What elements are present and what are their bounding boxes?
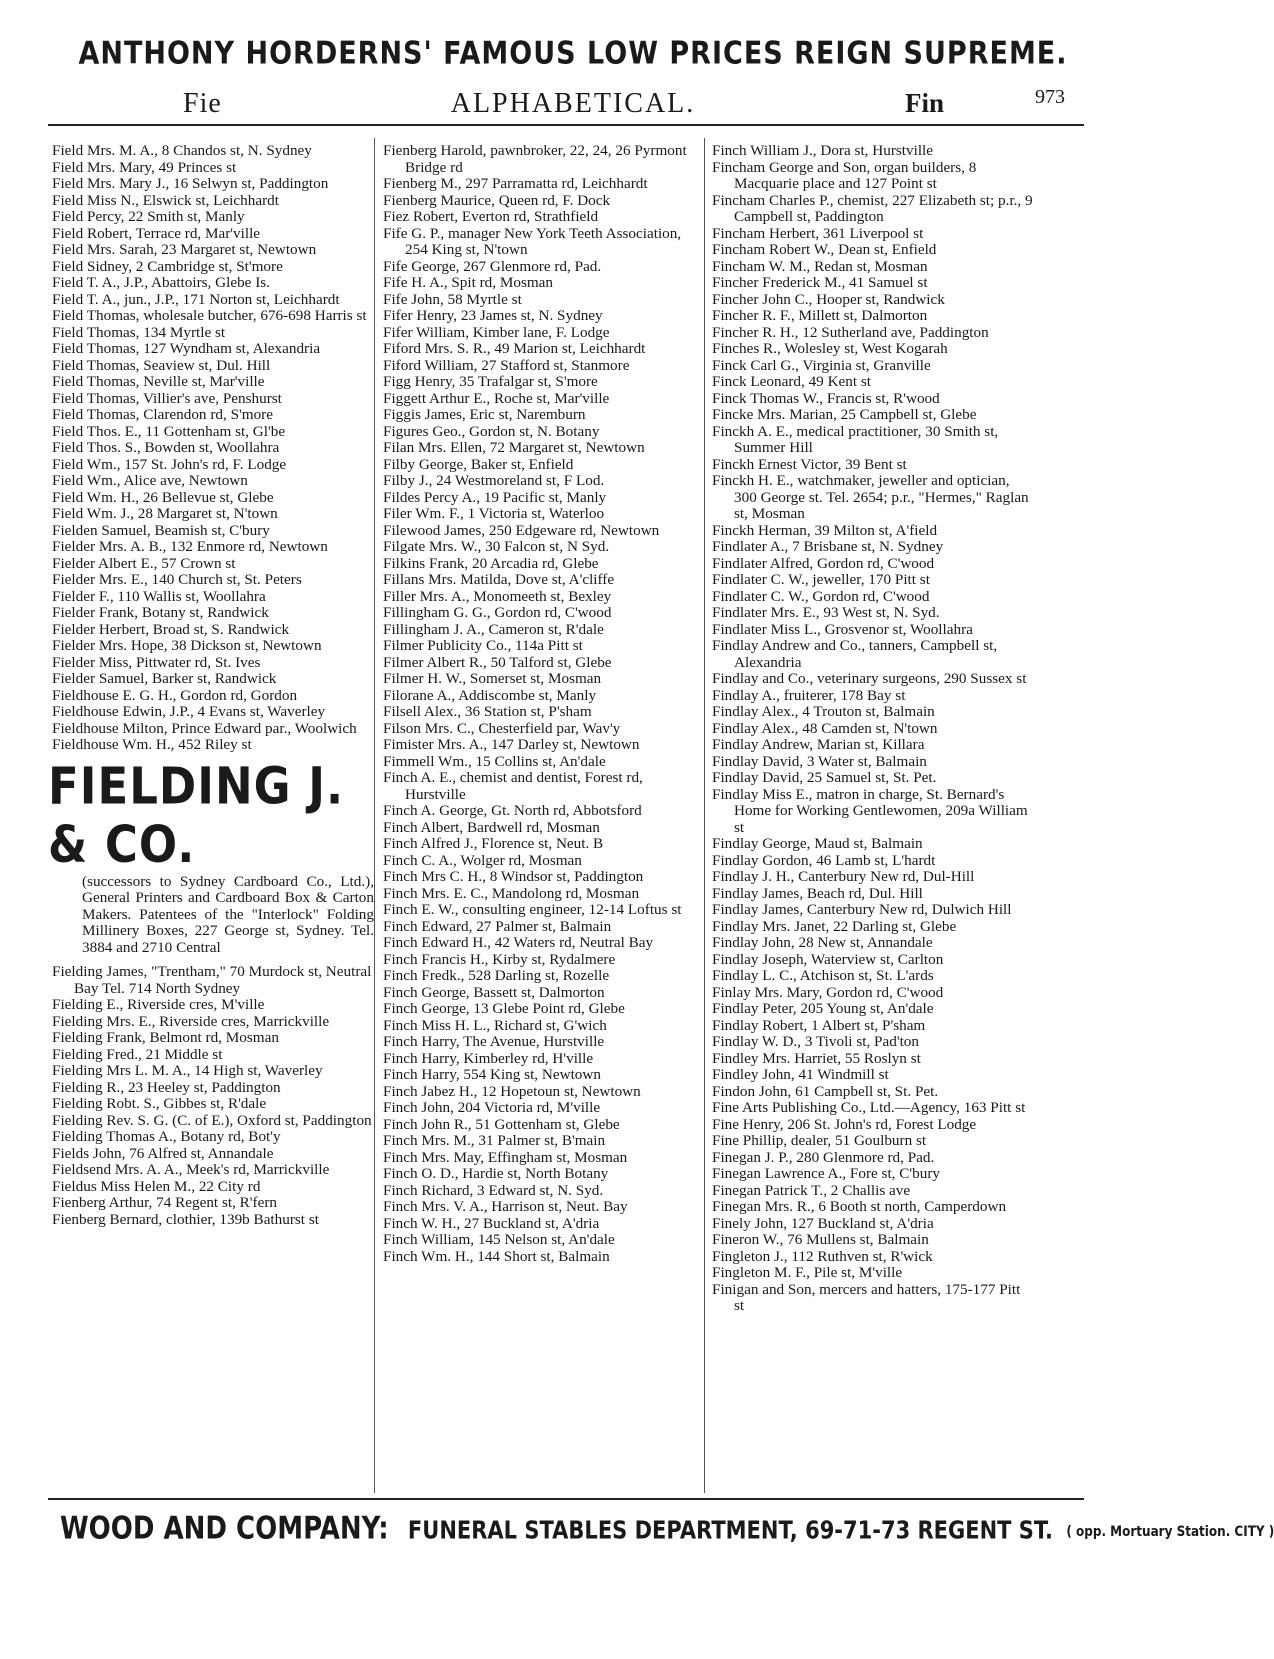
header-title: ALPHABETICAL.: [450, 88, 696, 119]
directory-entry: Finch Mrs. V. A., Harrison st, Neut. Bay: [383, 1198, 628, 1215]
page-banner: ANTHONY HORDERNS' FAMOUS LOW PRICES REIGN SUPREME.: [78, 35, 1068, 72]
directory-entry: Fienberg Maurice, Queen rd, F. Dock: [383, 191, 611, 209]
directory-entry: Findon John, 61 Campbell st, St. Pet.: [712, 1082, 939, 1100]
directory-entry: Finch E. W., consulting engineer, 12-14 Loftus st: [383, 901, 682, 918]
directory-entry: Fincham Herbert, 361 Liverpool st: [712, 224, 924, 242]
directory-entry: Finch A. E., chemist and dentist, Forest rd, Hurstville: [383, 769, 643, 803]
directory-entry: Fimmell Wm., 15 Collins st, An'dale: [383, 752, 606, 770]
directory-entry: Finch Harry, Kimberley rd, H'ville: [383, 1049, 594, 1067]
directory-entry: Finch W. H., 27 Buckland st, A'dria: [383, 1214, 600, 1232]
directory-entry: Finck Leonard, 49 Kent st: [712, 373, 872, 390]
directory-entry: Finch Mrs. M., 31 Palmer st, B'main: [383, 1132, 606, 1149]
directory-entry: Fielder Albert E., 57 Crown st: [52, 554, 236, 572]
directory-entry: Finigan and Son, mercers and hatters, 175-177 Pitt st: [712, 1280, 1021, 1314]
directory-entry: Figgis James, Eric st, Naremburn: [383, 406, 586, 423]
directory-entry: Filson Mrs. C., Chesterfield par, Wav'y: [383, 719, 621, 737]
directory-entry: Finch George, 13 Glebe Point rd, Glebe: [383, 1000, 625, 1017]
directory-entry: Figg Henry, 35 Trafalgar st, S'more: [383, 373, 598, 390]
directory-entry: Finckh H. E., watchmaker, jeweller and optician, 300 George st. Tel. 2654; p.r., "Hermes," Raglan st, Mosman: [712, 472, 1029, 522]
directory-entry: Fiez Robert, Everton rd, Strathfield: [383, 208, 599, 225]
directory-entry: Filmer H. W., Somerset st, Mosman: [383, 670, 602, 687]
directory-entry: Finch Mrs. E. C., Mandolong rd, Mosman: [383, 884, 640, 902]
directory-entry: Finch Edward H., 42 Waters rd, Neutral Bay: [383, 934, 654, 951]
header-rule: [48, 124, 1084, 126]
directory-entry: Finch Harry, 554 King st, Newtown: [383, 1066, 601, 1083]
directory-entry: Fine Phillip, dealer, 51 Goulburn st: [712, 1132, 927, 1149]
directory-entry: Fielder Mrs. E., 140 Church st, St. Peters: [52, 571, 302, 588]
directory-entry: Finch C. A., Wolger rd, Mosman: [383, 851, 582, 869]
directory-entry: Field Miss N., Elswick st, Leichhardt: [52, 191, 279, 209]
column-1: [48, 142, 374, 1228]
directory-entry: Fifer William, Kimber lane, F. Lodge: [383, 323, 610, 341]
directory-entry: Fiford Mrs. S. R., 49 Marion st, Leichhardt: [383, 340, 646, 357]
directory-entry: Fife George, 267 Glenmore rd, Pad.: [383, 257, 602, 275]
ad-title: FIELDING J. & CO.: [48, 756, 345, 874]
directory-entry: Findlay Andrew, Marian st, Killara: [712, 736, 925, 753]
directory-entry: Fildes Percy A., 19 Pacific st, Manly: [383, 488, 607, 506]
directory-entry: Findlay W. D., 3 Tivoli st, Pad'ton: [712, 1033, 919, 1050]
directory-entry: Field Robert, Terrace rd, Mar'ville: [52, 224, 261, 242]
directory-entry: Findley John, 41 Windmill st: [712, 1066, 889, 1083]
directory-entry: Fincher R. F., Millett st, Dalmorton: [712, 307, 928, 324]
footer-rule: [48, 1498, 1084, 1500]
directory-entry: Fincham George and Son, organ builders, 8 Macquarie place and 127 Point st: [712, 158, 977, 192]
directory-entry: Finch George, Bassett st, Dalmorton: [383, 983, 605, 1001]
directory-entry: Fielder F., 110 Wallis st, Woollahra: [52, 587, 266, 605]
directory-entry: Fielding Rev. S. G. (C. of E.), Oxford st, Paddington: [52, 1111, 372, 1129]
directory-entry: Finch Mrs C. H., 8 Windsor st, Paddington: [383, 868, 644, 885]
header-left-word: Fie: [183, 88, 222, 119]
directory-entry: Field Mrs. M. A., 8 Chandos st, N. Sydney: [52, 142, 312, 159]
directory-entry: Findlater Alfred, Gordon rd, C'wood: [712, 554, 935, 572]
directory-entry: Fife John, 58 Myrtle st: [383, 290, 522, 308]
directory-entry: Finch Francis H., Kirby st, Rydalmere: [383, 950, 616, 968]
directory-entry: Fingleton J., 112 Ruthven st, R'wick: [712, 1247, 933, 1265]
directory-entry: Fincher Frederick M., 41 Samuel st: [712, 274, 928, 291]
footer-department: FUNERAL STABLES DEPARTMENT, 69-71-73 REGENT ST.: [407, 1515, 1054, 1545]
directory-entry: Filby George, Baker st, Enfield: [383, 455, 574, 473]
directory-entry: Filewood James, 250 Edgeware rd, Newtown: [383, 521, 660, 539]
directory-entry: Fielding Frank, Belmont rd, Mosman: [52, 1029, 279, 1046]
directory-entry: Fielder Mrs. Hope, 38 Dickson st, Newtown: [52, 637, 322, 654]
directory-entry: Findlater C. W., Gordon rd, C'wood: [712, 587, 930, 605]
directory-entry: Fincke Mrs. Marian, 25 Campbell st, Glebe: [712, 406, 977, 423]
directory-entry: Finck Thomas W., Francis st, R'wood: [712, 389, 940, 407]
directory-entry: Findlay Joseph, Waterview st, Carlton: [712, 950, 944, 968]
directory-entry: Field T. A., jun., J.P., 171 Norton st, Leichhardt: [52, 290, 340, 308]
directory-entry: Filby J., 24 Westmoreland st, F Lod.: [383, 472, 605, 489]
directory-entry: Findlay David, 3 Water st, Balmain: [712, 752, 927, 770]
directory-entry: Fielding E., Riverside cres, M'ville: [52, 996, 265, 1013]
directory-entry: Fields John, 76 Alfred st, Annandale: [52, 1144, 274, 1162]
directory-entry: Findlay George, Maud st, Balmain: [712, 835, 923, 852]
directory-entry: Fineron W., 76 Mullens st, Balmain: [712, 1231, 929, 1248]
directory-entry: Finch Albert, Bardwell rd, Mosman: [383, 818, 600, 836]
directory-entry: Fine Henry, 206 St. John's rd, Forest Lodge: [712, 1115, 977, 1133]
directory-entry: Field Sidney, 2 Cambridge st, St'more: [52, 257, 283, 275]
directory-entry: Filorane A., Addiscombe st, Manly: [383, 686, 597, 704]
directory-entry: Filsell Alex., 36 Station st, P'sham: [383, 703, 592, 720]
directory-entry: Filgate Mrs. W., 30 Falcon st, N Syd.: [383, 538, 610, 555]
directory-entry: Findlay Alex., 4 Trouton st, Balmain: [712, 703, 935, 720]
directory-entry: Field Wm., 157 St. John's rd, F. Lodge: [52, 455, 287, 473]
directory-entry: Fillingham G. G., Gordon rd, C'wood: [383, 604, 612, 621]
directory-entry: Findlater Miss L., Grosvenor st, Woollahra: [712, 620, 973, 638]
directory-entry: Findlay Miss E., matron in charge, St. Bernard's Home for Working Gentlewomen, 209a William st: [712, 785, 1028, 836]
directory-entry: Fillans Mrs. Matilda, Dove st, A'cliffe: [383, 571, 615, 588]
directory-entry: Finch Edward, 27 Palmer st, Balmain: [383, 917, 612, 935]
directory-entry: Finckh A. E., medical practitioner, 30 Smith st, Summer Hill: [712, 422, 999, 456]
directory-entry: Fielder Mrs. A. B., 132 Enmore rd, Newtown: [52, 538, 328, 555]
footer-location: ( opp. Mortuary Station. CITY ): [1066, 1523, 1274, 1540]
directory-entry: Filmer Albert R., 50 Talford st, Glebe: [383, 653, 612, 671]
directory-entry: Findlay Peter, 205 Young st, An'dale: [712, 1000, 934, 1017]
directory-entry: Fielding Robt. S., Gibbes st, R'dale: [52, 1095, 267, 1112]
directory-entry: Field Thomas, Clarendon rd, S'more: [52, 406, 273, 423]
directory-entry: Findlay and Co., veterinary surgeons, 290 Sussex st: [712, 670, 1027, 687]
directory-entry: Findlay Andrew and Co., tanners, Campbell st, Alexandria: [712, 637, 998, 671]
directory-entry: Field Mrs. Sarah, 23 Margaret st, Newtown: [52, 241, 317, 258]
directory-entry: Fielden Samuel, Beamish st, C'bury: [52, 521, 270, 539]
directory-entry: Fife G. P., manager New York Teeth Association, 254 King st, N'town: [383, 224, 682, 258]
directory-entry: Findlay James, Beach rd, Dul. Hill: [712, 884, 923, 902]
directory-entry: Field Thomas, 127 Wyndham st, Alexandria: [52, 340, 321, 357]
directory-entry: Finckh Ernest Victor, 39 Bent st: [712, 455, 907, 473]
directory-entry: Fielding Thomas A., Botany rd, Bot'y: [52, 1128, 281, 1145]
directory-entry: Finch Wm. H., 144 Short st, Balmain: [383, 1247, 610, 1265]
directory-entry: Fienberg Harold, pawnbroker, 22, 24, 26 Pyrmont Bridge rd: [383, 142, 687, 176]
column-2: [383, 143, 701, 1265]
footer-company: WOOD AND COMPANY:: [60, 1511, 389, 1547]
directory-entry: Finckh Herman, 39 Milton st, A'field: [712, 521, 938, 539]
listing-group: [383, 143, 701, 1265]
directory-entry: Fincham Robert W., Dean st, Enfield: [712, 241, 937, 258]
directory-entry: Fimister Mrs. A., 147 Darley st, Newtown: [383, 736, 640, 753]
directory-entry: Finch Mrs. May, Effingham st, Mosman: [383, 1148, 628, 1166]
directory-entry: Field Thomas, 134 Myrtle st: [52, 323, 226, 341]
directory-entry: Fieldhouse Wm. H., 452 Riley st: [52, 736, 252, 753]
directory-entry: Fieldhouse Edwin, J.P., 4 Evans st, Waverley: [52, 703, 326, 720]
directory-entry: Findlay James, Canterbury New rd, Dulwich Hill: [712, 901, 1012, 918]
directory-entry: Findlay L. C., Atchison st, St. L'ards: [712, 967, 934, 984]
directory-entry: Fielding Fred., 21 Middle st: [52, 1045, 223, 1063]
directory-entry: Filer Wm. F., 1 Victoria st, Waterloo: [383, 505, 605, 522]
directory-entry: Finely John, 127 Buckland st, A'dria: [712, 1214, 934, 1232]
directory-entry: Finlay Mrs. Mary, Gordon rd, C'wood: [712, 983, 944, 1001]
directory-entry: Finegan Mrs. R., 6 Booth st north, Camperdown: [712, 1198, 1007, 1215]
directory-entry: Findlay John, 28 New st, Annandale: [712, 934, 933, 951]
directory-entry: Filan Mrs. Ellen, 72 Margaret st, Newtown: [383, 439, 645, 456]
directory-entry: Finch John, 204 Victoria rd, M'ville: [383, 1099, 601, 1116]
page-number: 973: [1035, 86, 1065, 108]
directory-entry: Field Thomas, wholesale butcher, 676-698 Harris st: [52, 307, 367, 324]
directory-entry: Finegan Lawrence A., Fore st, C'bury: [712, 1165, 940, 1182]
directory-entry: Finegan J. P., 280 Glenmore rd, Pad.: [712, 1148, 935, 1166]
directory-entry: Fieldhouse Milton, Prince Edward par., Woolwich: [52, 719, 357, 737]
directory-entry: Findlay Gordon, 46 Lamb st, L'hardt: [712, 851, 936, 869]
directory-entry: Fielding James, "Trentham," 70 Murdock st, Neutral Bay Tel. 714 North Sydney: [52, 963, 372, 997]
directory-entry: Finch Harry, The Avenue, Hurstville: [383, 1033, 605, 1050]
directory-entry: Figgett Arthur E., Roche st, Mar'ville: [383, 389, 610, 407]
directory-entry: Finch William, 145 Nelson st, An'dale: [383, 1231, 615, 1248]
directory-entry: Finches R., Wolesley st, West Kogarah: [712, 340, 948, 357]
directory-entry: Findlater C. W., jeweller, 170 Pitt st: [712, 571, 930, 588]
directory-entry: Fienberg M., 297 Parramatta rd, Leichhardt: [383, 175, 648, 192]
directory-entry: Finch Jabez H., 12 Hopetoun st, Newtown: [383, 1082, 641, 1100]
directory-entry: Fielder Herbert, Broad st, S. Randwick: [52, 620, 290, 638]
directory-entry: Findlay David, 25 Samuel st, St. Pet.: [712, 769, 937, 786]
listing-group: [712, 143, 1034, 1315]
directory-entry: Finch John R., 51 Gottenham st, Glebe: [383, 1115, 620, 1133]
directory-entry: Fielder Miss, Pittwater rd, St. Ives: [52, 653, 261, 671]
directory-entry: Fieldus Miss Helen M., 22 City rd: [52, 1177, 261, 1195]
directory-entry: Fielder Samuel, Barker st, Randwick: [52, 670, 277, 687]
directory-entry: Finch A. George, Gt. North rd, Abbotsford: [383, 802, 642, 819]
directory-entry: Fincher John C., Hooper st, Randwick: [712, 290, 945, 308]
directory-entry: Findlater Mrs. E., 93 West st, N. Syd.: [712, 604, 940, 621]
directory-entry: Field Thomas, Seaview st, Dul. Hill: [52, 356, 271, 374]
column-3: [712, 143, 1034, 1315]
directory-entry: Fieldhouse E. G. H., Gordon rd, Gordon: [52, 686, 298, 704]
listing-group: [52, 964, 374, 1228]
directory-entry: Finch Miss H. L., Richard st, G'wich: [383, 1016, 607, 1034]
header-right-word: Fin: [905, 88, 945, 118]
directory-entry: Figures Geo., Gordon st, N. Botany: [383, 422, 600, 440]
directory-entry: Field Percy, 22 Smith st, Manly: [52, 208, 245, 225]
directory-entry: Findlay Alex., 48 Camden st, N'town: [712, 719, 938, 737]
ad-text: (successors to Sydney Cardboard Co., Ltd.), General Printers and Cardboard Box & Carton Makers. Patentees of the "Interlock" Folding Millinery Boxes, 227 George st, Sydney. Tel. 3884 and 2710 Central: [82, 872, 374, 956]
directory-entry: Field Wm. J., 28 Margaret st, N'town: [52, 505, 278, 522]
directory-entry: Field Wm. H., 26 Bellevue st, Glebe: [52, 488, 274, 506]
directory-entry: Field Thos. S., Bowden st, Woollahra: [52, 439, 280, 456]
directory-entry: Fife H. A., Spit rd, Mosman: [383, 274, 554, 291]
directory-entry: Fiford William, 27 Stafford st, Stanmore: [383, 356, 630, 374]
directory-entry: Field Thomas, Villier's ave, Penshurst: [52, 389, 282, 407]
directory-entry: Finch O. D., Hardie st, North Botany: [383, 1165, 609, 1182]
directory-entry: Field Wm., Alice ave, Newtown: [52, 472, 248, 489]
directory-entry: Findlay J. H., Canterbury New rd, Dul-Hill: [712, 868, 975, 885]
directory-entry: Findley Mrs. Harriet, 55 Roslyn st: [712, 1049, 921, 1067]
directory-entry: Fingleton M. F., Pile st, M'ville: [712, 1264, 903, 1281]
directory-entry: Finch William J., Dora st, Hurstville: [712, 142, 933, 159]
directory-entry: Finch Richard, 3 Edward st, N. Syd.: [383, 1181, 604, 1199]
directory-entry: Fillingham J. A., Cameron st, R'dale: [383, 620, 604, 638]
column-divider: [704, 138, 705, 1493]
listing-group: [52, 143, 374, 754]
directory-entry: Fielding Mrs L. M. A., 14 High st, Waverley: [52, 1062, 323, 1079]
directory-entry: Fielding R., 23 Heeley st, Paddington: [52, 1078, 281, 1096]
directory-entry: Finck Carl G., Virginia st, Granville: [712, 356, 931, 374]
directory-entry: Fielding Mrs. E., Riverside cres, Marrickville: [52, 1012, 330, 1030]
directory-entry: Filmer Publicity Co., 114a Pitt st: [383, 637, 583, 654]
column-divider: [374, 138, 375, 1493]
directory-entry: Fincham W. M., Redan st, Mosman: [712, 257, 928, 275]
directory-entry: Field Mrs. Mary, 49 Princes st: [52, 158, 237, 176]
directory-entry: Finch Fredk., 528 Darling st, Rozelle: [383, 967, 610, 984]
directory-entry: Findlay A., fruiterer, 178 Bay st: [712, 686, 906, 704]
footer-advert: [60, 1511, 1274, 1547]
directory-entry: Field T. A., J.P., Abattoirs, Glebe Is.: [52, 274, 270, 291]
directory-entry: Fifer Henry, 23 James st, N. Sydney: [383, 307, 603, 324]
directory-entry: Fielder Frank, Botany st, Randwick: [52, 604, 269, 621]
directory-entry: Field Thomas, Neville st, Mar'ville: [52, 373, 265, 390]
directory-entry: Fienberg Bernard, clothier, 139b Bathurst st: [52, 1210, 319, 1228]
directory-entry: Fienberg Arthur, 74 Regent st, R'fern: [52, 1194, 277, 1211]
directory-entry: Fincham Charles P., chemist, 227 Elizabeth st; p.r., 9 Campbell st, Paddington: [712, 191, 1033, 225]
directory-entry: Fincher R. H., 12 Sutherland ave, Paddington: [712, 323, 989, 341]
directory-entry: Filkins Frank, 20 Arcadia rd, Glebe: [383, 554, 599, 572]
directory-entry: Findlay Mrs. Janet, 22 Darling st, Glebe: [712, 917, 957, 935]
directory-entry: Field Mrs. Mary J., 16 Selwyn st, Paddington: [52, 175, 329, 192]
directory-entry: Filler Mrs. A., Monomeeth st, Bexley: [383, 587, 612, 605]
directory-entry: Findlater A., 7 Brisbane st, N. Sydney: [712, 538, 944, 555]
directory-entry: Finch Alfred J., Florence st, Neut. B: [383, 835, 604, 852]
directory-entry: Findlay Robert, 1 Albert st, P'sham: [712, 1016, 926, 1034]
directory-entry: Finegan Patrick T., 2 Challis ave: [712, 1181, 911, 1199]
directory-entry: Fieldsend Mrs. A. A., Meek's rd, Marrickville: [52, 1161, 330, 1178]
directory-entry: Field Thos. E., 11 Gottenham st, Gl'be: [52, 422, 286, 440]
directory-entry: Fine Arts Publishing Co., Ltd.—Agency, 163 Pitt st: [712, 1099, 1026, 1116]
